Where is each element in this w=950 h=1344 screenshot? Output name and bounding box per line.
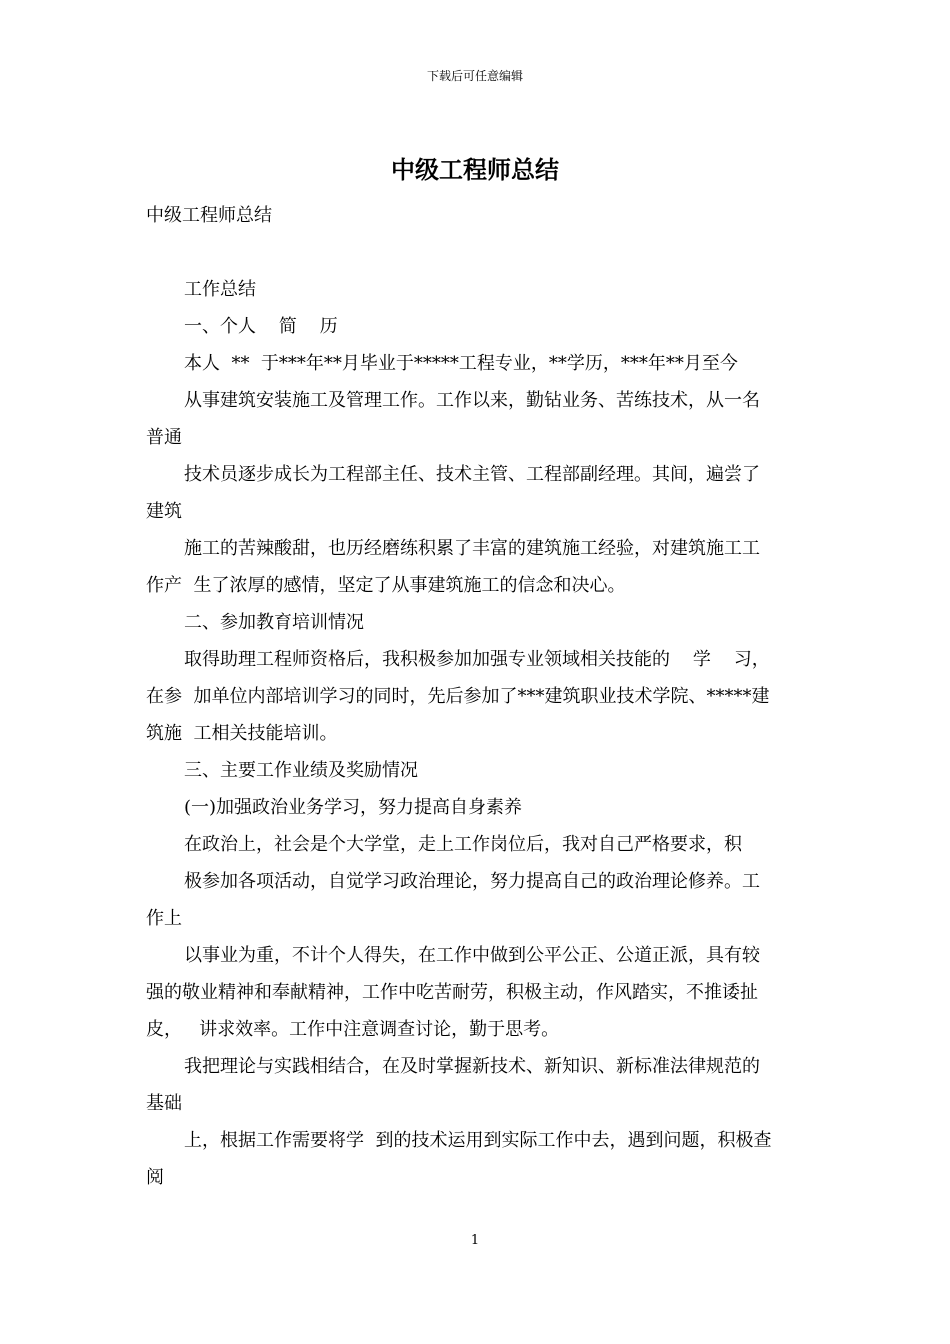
- paragraph-line: 工作总结: [184, 279, 256, 300]
- paragraph-line: 施工的苦辣酸甜，也历经磨练积累了丰富的建筑施工经验，对建筑施工工: [184, 538, 760, 559]
- document-subtitle: 中级工程师总结: [146, 205, 272, 226]
- paragraph-line: 阅: [146, 1167, 164, 1188]
- paragraph-line: 极参加各项活动，自觉学习政治理论，努力提高自己的政治理论修养。工: [184, 871, 760, 892]
- paragraph-line: 作上: [146, 908, 182, 929]
- paragraph-line: 普通: [146, 427, 182, 448]
- header-note: 下载后可任意编辑: [426, 69, 523, 83]
- paragraph-line: 取得助理工程师资格后，我积极参加加强专业领域相关技能的 学 习，: [184, 649, 770, 670]
- paragraph-line: 建筑: [146, 501, 182, 522]
- paragraph-line: 本人 ** 于***年**月毕业于*****工程专业，**学历，***年**月至今: [184, 353, 738, 374]
- paragraph-line: 技术员逐步成长为工程部主任、技术主管、工程部副经理。其间，遍尝了: [184, 464, 760, 485]
- blank-line: [146, 234, 810, 271]
- section-heading: 一、个人 简 历: [184, 316, 338, 337]
- paragraph-line: 作产 生了浓厚的感情，坚定了从事建筑施工的信念和决心。: [146, 575, 626, 596]
- paragraph-line: 基础: [146, 1093, 182, 1114]
- subsection-heading: (一)加强政治业务学习，努力提高自身素养: [184, 797, 523, 818]
- document-body: [146, 197, 810, 1196]
- paragraph-line: 强的敬业精神和奉献精神，工作中吃苦耐劳，积极主动，作风踏实，不推诿扯: [146, 982, 758, 1003]
- section-heading: 二、参加教育培训情况: [184, 612, 364, 633]
- document-title: 中级工程师总结: [391, 155, 559, 184]
- paragraph-line: 从事建筑安装施工及管理工作。工作以来，勤钻业务、苦练技术，从一名: [184, 390, 760, 411]
- paragraph-line: 在政治上，社会是个大学堂，走上工作岗位后，我对自己严格要求，积: [184, 834, 742, 855]
- paragraph-line: 筑施 工相关技能培训。: [146, 723, 338, 744]
- paragraph-line: 上，根据工作需要将学 到的技术运用到实际工作中去，遇到问题，积极查: [184, 1130, 772, 1151]
- section-heading: 三、主要工作业绩及奖励情况: [184, 760, 418, 781]
- paragraph-line: 我把理论与实践相结合，在及时掌握新技术、新知识、新标准法律规范的: [184, 1056, 760, 1077]
- paragraph-line: 以事业为重，不计个人得失，在工作中做到公平公正、公道正派，具有较: [184, 945, 760, 966]
- page-number: 1: [470, 1233, 480, 1248]
- paragraph-line: 在参 加单位内部培训学习的同时，先后参加了***建筑职业技术学院、*****建: [146, 686, 770, 707]
- paragraph-line: 皮， 讲求效率。工作中注意调查讨论，勤于思考。: [146, 1019, 560, 1040]
